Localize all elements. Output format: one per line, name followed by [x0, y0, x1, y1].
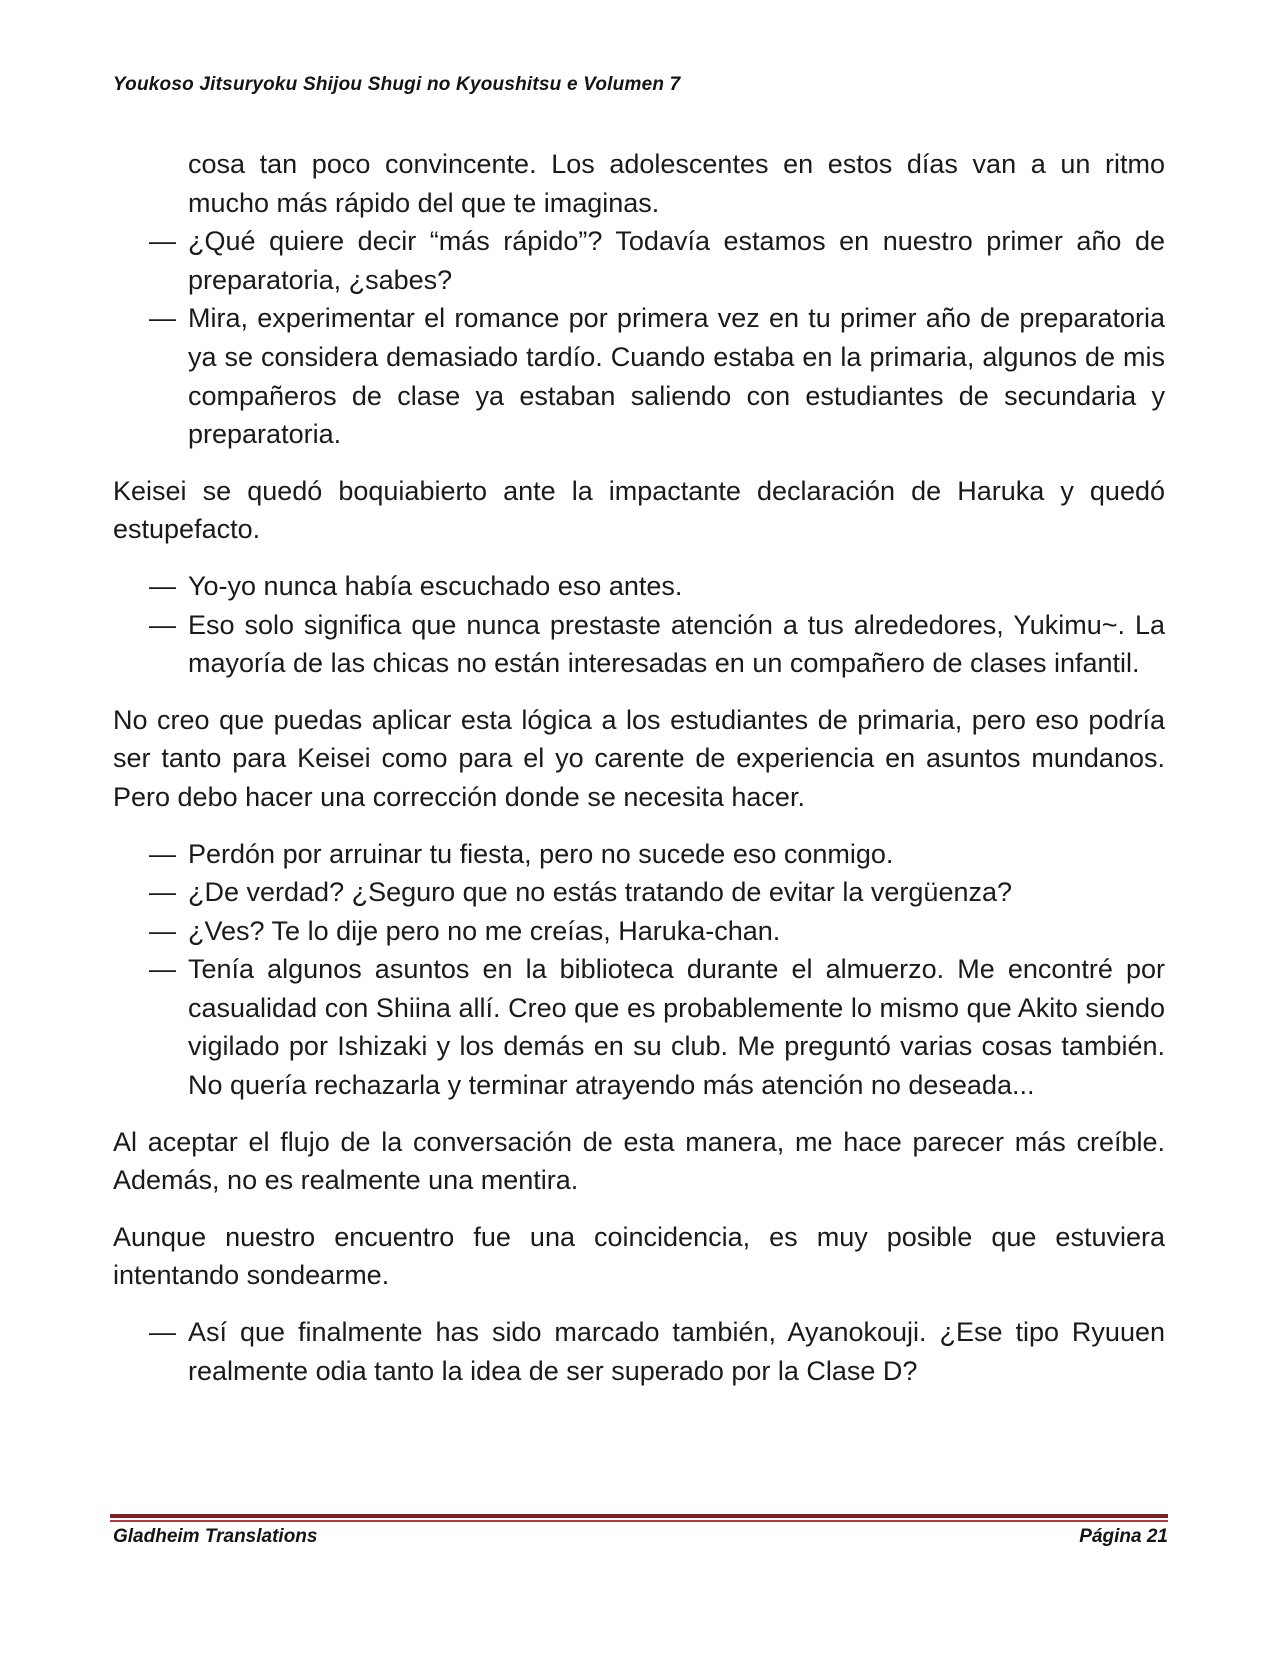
dialogue-line: [113, 299, 1165, 453]
dialogue-continuation: cosa tan poco convincente. Los adolescentes en estos días van a un ritmo mucho más rápido del que te imaginas.: [188, 149, 1165, 218]
dialogue-text: Yo-yo nunca había escuchado eso antes.: [188, 570, 683, 601]
dialogue-text: Perdón por arruinar tu fiesta, pero no sucede eso conmigo.: [188, 838, 894, 869]
dialogue-line: [113, 606, 1165, 683]
narration-paragraph: Aunque nuestro encuentro fue una coincidencia, es muy posible que estuviera intentando sondearme.: [113, 1221, 1165, 1291]
dialogue-text: ¿De verdad? ¿Seguro que no estás tratando de evitar la vergüenza?: [188, 877, 1013, 908]
narration-paragraph: Keisei se quedó boquiabierto ante la impactante declaración de Haruka y quedó estupefacto.: [113, 475, 1165, 545]
dialogue-line: [113, 1313, 1165, 1390]
dialogue-line: [113, 835, 1165, 874]
dialogue-line: [113, 567, 1165, 606]
dialogue-dash: —: [149, 570, 176, 601]
dialogue-text: ¿Ves? Te lo dije pero no me creías, Haruka-chan.: [188, 915, 781, 946]
page-body: [113, 145, 1165, 1408]
dialogue-text: Así que finalmente has sido marcado también, Ayanokouji. ¿Ese tipo Ryuuen realmente odia tanto la idea de ser superado por la Clase D?: [188, 1317, 1165, 1386]
dialogue-dash: —: [149, 877, 176, 908]
dialogue-dash: —: [149, 954, 176, 985]
dialogue-dash: —: [149, 303, 176, 334]
narration-paragraph: Al aceptar el flujo de la conversación de esta manera, me hace parecer más creíble. Además, no es realmente una mentira.: [113, 1126, 1165, 1196]
dialogue-group-2: [113, 567, 1165, 683]
dialogue-line: [113, 222, 1165, 299]
dialogue-dash: —: [149, 838, 176, 869]
dialogue-line: [113, 912, 1165, 951]
dialogue-text: Eso solo significa que nunca prestaste atención a tus alrededores, Yukimu~. La mayoría de las chicas no están interesadas en un compañero de clases infantil.: [188, 609, 1165, 679]
dialogue-dash: —: [149, 915, 176, 946]
dialogue-dash: —: [149, 1317, 176, 1348]
dialogue-group-3: [113, 835, 1165, 1105]
dialogue-text: Tenía algunos asuntos en la biblioteca durante el almuerzo. Me encontré por casualidad con Shiina allí. Creo que es probablemente lo mismo que Akito siendo vigilado por Ishizaki y los demás en su club. Me preguntó varias cosas también. No quería rechazarla y terminar atrayendo más atención no deseada...: [188, 954, 1165, 1101]
dialogue-group-1: [113, 145, 1165, 454]
dialogue-line: [113, 950, 1165, 1104]
dialogue-dash: —: [149, 226, 176, 257]
page-number: Página 21: [1079, 1526, 1168, 1547]
dialogue-group-4: [113, 1313, 1165, 1390]
narration-paragraph: No creo que puedas aplicar esta lógica a los estudiantes de primaria, pero eso podría ser tanto para Keisei como para el yo carente de experiencia en asuntos mundanos. Pero debo hacer una corrección donde se necesita hacer.: [113, 704, 1165, 812]
dialogue-text: ¿Qué quiere decir “más rápido”? Todavía estamos en nuestro primer año de preparatoria, ¿sabes?: [188, 226, 1165, 295]
dialogue-line: [113, 873, 1165, 912]
footer-rule: [110, 1514, 1168, 1518]
footer-credit: Gladheim Translations: [113, 1526, 318, 1547]
page-header-title: Youkoso Jitsuryoku Shijou Shugi no Kyoushitsu e Volumen 7: [113, 74, 681, 95]
dialogue-text: Mira, experimentar el romance por primera vez en tu primer año de preparatoria ya se considera demasiado tardío. Cuando estaba en la primaria, algunos de mis compañeros de clase ya estaban saliendo con estudiantes de secundaria y preparatoria.: [188, 303, 1165, 450]
footer-rule-thin: [110, 1520, 1168, 1522]
dialogue-dash: —: [149, 609, 176, 640]
